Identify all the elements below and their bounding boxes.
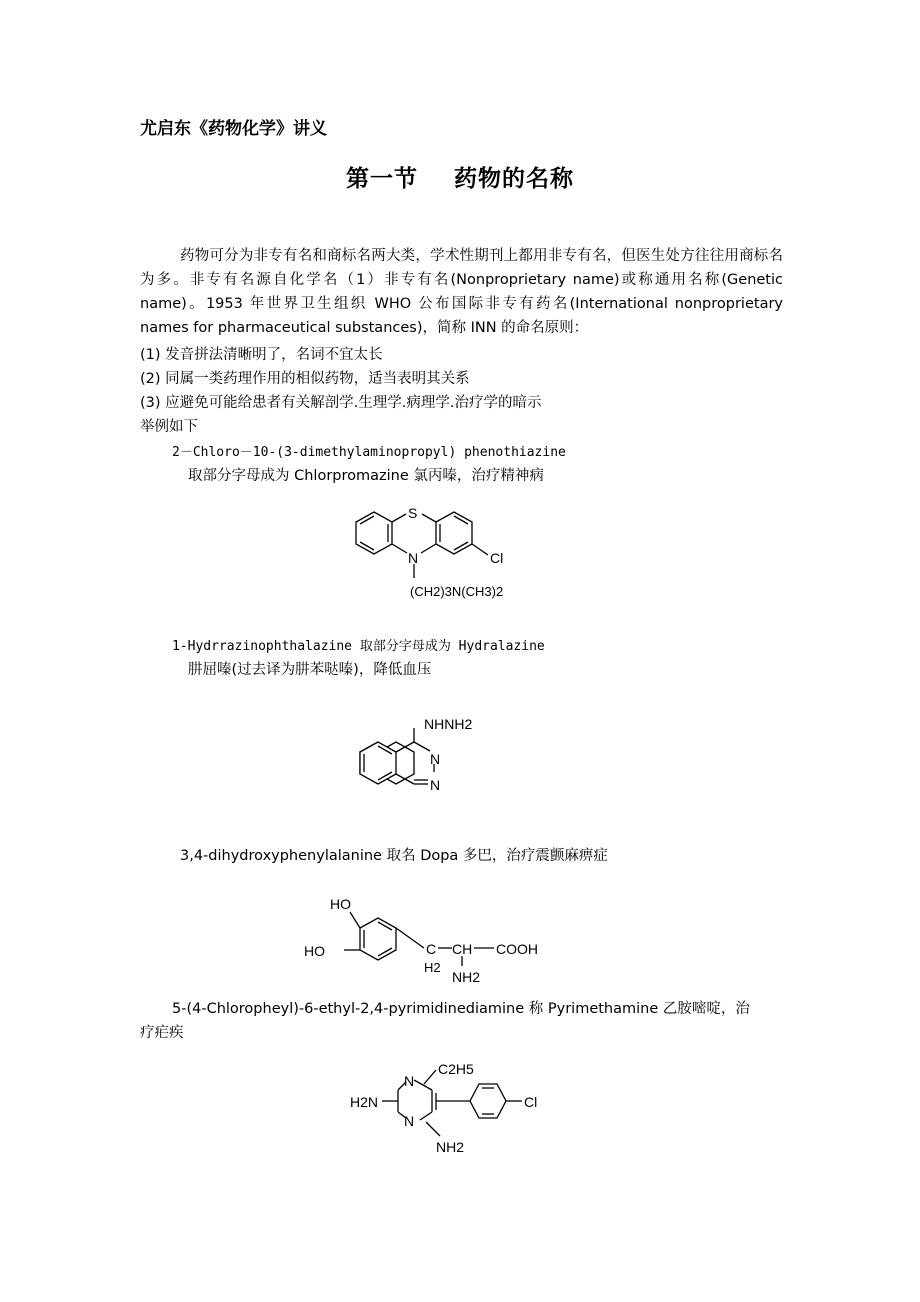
chlorine-label: Cl	[490, 550, 504, 566]
hydroxyl-label-2: HO	[304, 943, 325, 959]
hydroxyl-label-1: HO	[330, 896, 351, 912]
carboxyl-label: COOH	[496, 941, 538, 957]
principle-2: (2) 同属一类药理作用的相似药物，适当表明其关系	[140, 371, 470, 387]
section-title	[0, 160, 920, 193]
ethyl-label: C2H5	[438, 1061, 474, 1077]
chlorpromazine-structure	[340, 500, 540, 608]
nitrogen-label: N	[408, 550, 419, 566]
sulfur-label: S	[408, 505, 418, 521]
document-header: 尤启东《药物化学》讲义	[140, 119, 327, 139]
ex2-description: 肼屈嗪(过去译为肼苯哒嗪)，降低血压	[188, 662, 432, 678]
pyrimethamine-structure	[348, 1060, 568, 1160]
ex3-description: 3,4-dihydroxyphenylalanine 取名 Dopa 多巴，治疗震颤麻痹症	[180, 848, 608, 864]
section-name: 药物的名称	[454, 166, 574, 192]
ring-nitrogen-1: N	[430, 751, 441, 767]
hydralazine-structure	[350, 708, 510, 808]
chlorine-label: Cl	[524, 1094, 538, 1110]
ex4-description-line2: 疗疟疾	[140, 1025, 184, 1041]
section-number: 第一节	[346, 166, 418, 192]
amino-label: NH2	[452, 969, 481, 985]
intro-paragraph: 药物可分为非专有名和商标名两大类，学术性期刊上都用非专有名，但医生处方往往用商标名为多。非专有名源自化学名（1）非专有名(Nonproprietary name)或称通用名称(Genetic name)。1953 年世界卫生组织 WHO 公布国际非专有药名(International nonproprietary names for pharmaceutical substances)，简称 INN 的命名原则：	[140, 248, 783, 336]
side-chain-label: (CH2)3N(CH3)2	[410, 584, 504, 599]
amino-label-bottom: NH2	[436, 1139, 465, 1155]
ex2-chemical-name: 1-Hydrrazinophthalazine 取部分字母成为 Hydralazine	[172, 639, 545, 654]
examples-intro: 举例如下	[140, 419, 198, 435]
methylene-h2: H2	[424, 960, 441, 975]
dopa-structure	[300, 890, 560, 990]
ring-nitrogen-1: N	[404, 1073, 415, 1089]
methylene-carbon: C	[426, 941, 437, 957]
principle-1: (1) 发音拼法清晰明了，名词不宜太长	[140, 347, 383, 363]
ring-nitrogen-2: N	[430, 777, 441, 793]
principle-3: (3) 应避免可能给患者有关解剖学.生理学.病理学.治疗学的暗示	[140, 395, 542, 411]
amino-label-left: H2N	[350, 1094, 379, 1110]
ex1-chemical-name: 2－Chloro－10-(3-dimethylaminopropyl) phenothiazine	[172, 445, 566, 460]
ex1-description: 取部分字母成为 Chlorpromazine 氯丙嗪，治疗精神病	[188, 468, 544, 484]
ring-nitrogen-2: N	[404, 1113, 415, 1129]
ex4-description-line1: 5-(4-Chloropheyl)-6-ethyl-2,4-pyrimidinediamine 称 Pyrimethamine 乙胺嘧啶，治	[172, 1001, 750, 1017]
alpha-carbon: CH	[452, 941, 473, 957]
hydrazine-label: NHNH2	[424, 716, 473, 732]
